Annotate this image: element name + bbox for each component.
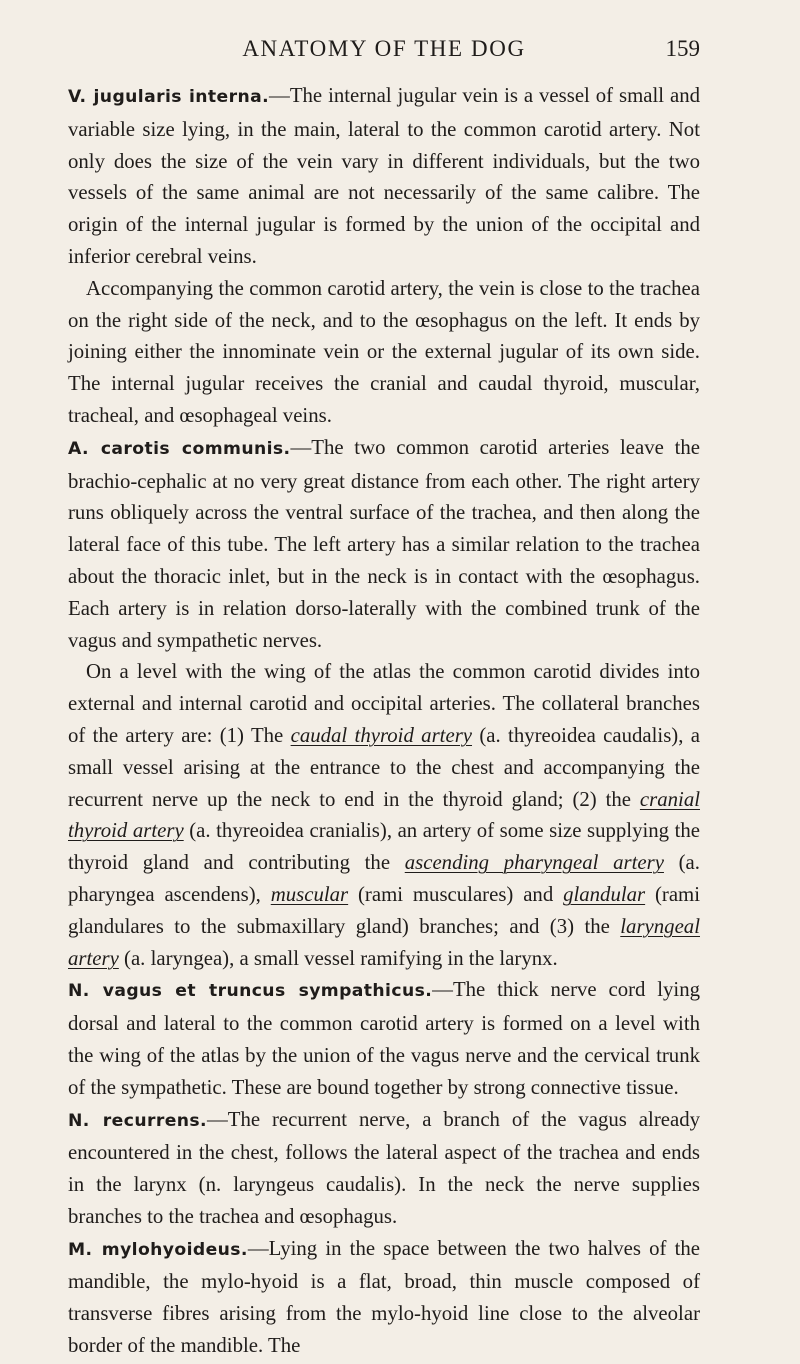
paragraph-m-mylohyoideus — [68, 1233, 700, 1362]
paragraph-text: (rami glandulares to the submaxillary gland) branches; and (3) the — [68, 882, 701, 938]
italic-term: cranial thyroid artery — [68, 787, 700, 843]
section-heading: N. recurrens. — [68, 1110, 207, 1131]
paragraph-text: (a. pharyngea ascendens), — [68, 851, 700, 906]
paragraph-text: (a. laryngea), a small vessel ramifying in the larynx. — [118, 946, 558, 970]
paragraph-n-recurrens — [68, 1104, 700, 1233]
page-number: 159 — [665, 36, 700, 61]
paragraph-text: —The thick nerve cord lying dorsal and lateral to the common carotid artery is formed on a level with the wing of the atlas by the union of the vagus nerve and the cervical trunk of the sympathetic. These are bound together by strong connective tissue. — [68, 978, 700, 1099]
paragraph-v-jugularis-interna — [68, 80, 700, 273]
running-head — [68, 28, 700, 60]
paragraph-text: —The two common carotid arteries leave the brachio-cephalic at no very great distance from each other. The right artery runs obliquely across the ventral surface of the trachea, and then along the lateral face of this tube. The left artery has a similar relation to the trachea about the thoracic inlet, but in the neck is in contact with the œsophagus. Each artery is in relation dorso-laterally with the combined trunk of the vagus and sympathetic nerves. — [68, 435, 700, 652]
paragraph-text: —The recurrent nerve, a branch of the vagus already encountered in the chest, follows the lateral aspect of the trachea and ends in the larynx (n. laryngeus caudalis). In the neck the nerve supplies branches to the trachea and œsophagus. — [68, 1107, 700, 1228]
paragraph-carotid-branches — [68, 656, 700, 974]
section-heading: M. mylohyoideus. — [68, 1239, 248, 1260]
italic-term: laryngeal artery — [68, 914, 700, 970]
paragraph-text: —The internal jugular vein is a vessel of small and variable size lying, in the main, lateral to the common carotid artery. Not only does the size of the vein vary in different individuals, but the two vessels of the same animal are not necessarily of the same calibre. The origin of the internal jugular is formed by the union of the occipital and inferior cerebral veins. — [68, 84, 701, 268]
italic-term: ascending pharyngeal artery — [404, 851, 664, 875]
section-heading: V. jugularis interna. — [68, 87, 270, 107]
paragraph-text: Accompanying the common carotid artery, the vein is close to the trachea on the right side of the neck, and to the œsophagus on the left. It ends by joining either the innominate vein or the external jugular of its own side. The internal jugular receives the cranial and caudal thyroid, muscular, tracheal, and œsophageal veins. — [68, 276, 700, 427]
italic-term: caudal thyroid artery — [290, 723, 473, 747]
paragraph-text: (a. thyreoidea caudalis), a small vessel arising at the entrance to the chest and accompanying the recurrent nerve up the neck to end in the thyroid gland; (2) the — [68, 723, 700, 811]
paragraph-jugular-relations — [68, 273, 700, 432]
paragraph-text: (rami musculares) and — [348, 882, 564, 906]
running-title: ANATOMY OF THE DOG — [242, 36, 526, 61]
section-heading: A. carotis communis. — [68, 438, 291, 459]
section-heading: N. vagus et truncus sympathicus. — [68, 981, 433, 1002]
italic-term: glandular — [563, 882, 646, 906]
paragraph-text: —Lying in the space between the two halves of the mandible, the mylo-hyoid is a flat, broad, thin muscle composed of transverse fibres arising from the mylo-hyoid line close to the alveolar border of the mandible. The — [68, 1236, 700, 1358]
body-text — [68, 80, 700, 1362]
paragraph-a-carotis-communis — [68, 432, 700, 657]
paragraph-text: On a level with the wing of the atlas the common carotid divides into external and internal carotid and occipital arteries. The collateral branches of the artery are: (1) The — [68, 660, 700, 747]
paragraph-n-vagus-et-truncus-sympathicus — [68, 974, 700, 1103]
italic-term: muscular — [270, 882, 349, 906]
paragraph-text: (a. thyreoidea cranialis), an artery of some size supplying the thyroid gland and contributing the — [68, 819, 700, 875]
